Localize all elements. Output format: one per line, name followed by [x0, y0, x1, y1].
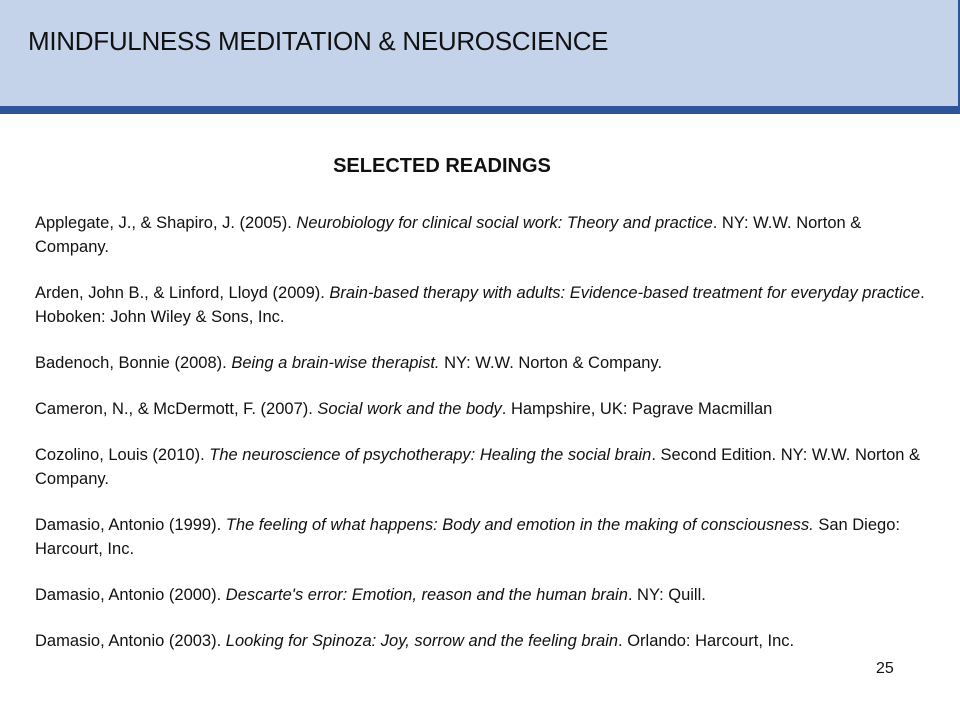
reference-title: Being a brain-wise therapist.	[231, 354, 440, 372]
slide-title: MINDFULNESS MEDITATION & NEUROSCIENCE	[28, 26, 609, 56]
reference-authors: Cameron, N., & McDermott, F. (2007).	[35, 400, 318, 418]
page-number: 25	[876, 660, 894, 677]
header-band	[0, 0, 960, 106]
reference-authors: Damasio, Antonio (2003).	[35, 632, 226, 650]
reference-publisher: San Diego: Harcourt, Inc.	[35, 516, 900, 558]
reference-publisher: NY: W.W. Norton & Company.	[439, 354, 663, 372]
reference-publisher: . Hoboken: John Wiley & Sons, Inc.	[35, 284, 925, 326]
reference-title: Neurobiology for clinical social work: Theory and practice	[296, 214, 713, 232]
reference-authors: Applegate, J., & Shapiro, J. (2005).	[35, 214, 297, 232]
reference-item	[35, 211, 935, 259]
reference-authors: Damasio, Antonio (2000).	[35, 586, 226, 604]
reference-publisher: . Orlando: Harcourt, Inc.	[618, 632, 795, 650]
reference-publisher: . Second Edition. NY: W.W. Norton & Company.	[35, 446, 921, 488]
reference-item	[35, 513, 935, 561]
reference-authors: Arden, John B., & Linford, Lloyd (2009).	[35, 284, 330, 302]
reference-title: Descarte's error: Emotion, reason and the human brain	[225, 586, 628, 604]
reference-title: Social work and the body	[317, 400, 502, 418]
reference-authors: Badenoch, Bonnie (2008).	[35, 354, 232, 372]
reference-title: Looking for Spinoza: Joy, sorrow and the feeling brain	[225, 632, 619, 650]
reference-item	[35, 351, 935, 375]
reference-title: Brain-based therapy with adults: Evidence-based treatment for everyday practice	[329, 284, 921, 302]
reference-publisher: . NY: Quill.	[627, 586, 706, 604]
reference-title: The feeling of what happens: Body and emotion in the making of consciousness.	[225, 516, 814, 534]
reference-title: The neuroscience of psychotherapy: Healing the social brain	[209, 446, 652, 464]
reference-item	[35, 397, 935, 421]
reference-list	[35, 211, 935, 675]
reference-item	[35, 443, 935, 491]
reference-item	[35, 583, 935, 607]
section-heading: SELECTED READINGS	[333, 155, 551, 177]
reference-authors: Cozolino, Louis (2010).	[35, 446, 210, 464]
reference-authors: Damasio, Antonio (1999).	[35, 516, 226, 534]
header-divider	[0, 106, 960, 114]
reference-publisher: . Hampshire, UK: Pagrave Macmillan	[501, 400, 773, 418]
reference-item	[35, 629, 935, 653]
reference-item	[35, 281, 935, 329]
reference-publisher: . NY: W.W. Norton & Company.	[35, 214, 862, 256]
